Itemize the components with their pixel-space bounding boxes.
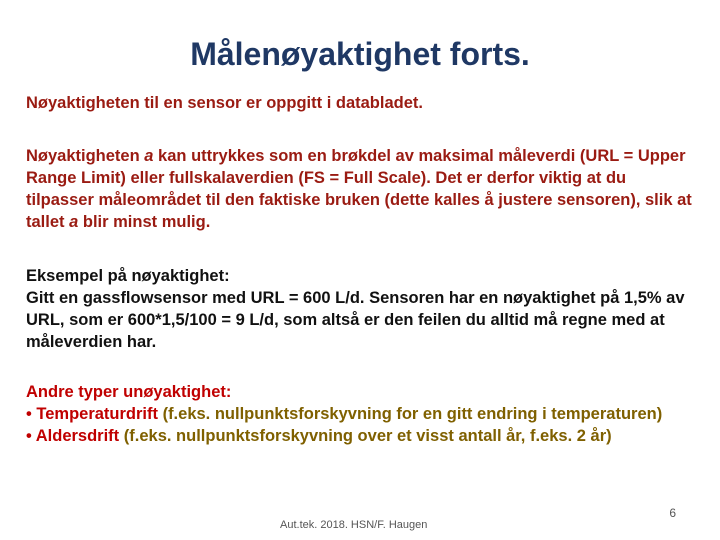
paragraph-accuracy-definition [26, 145, 698, 233]
footer-text: Aut.tek. 2018. HSN/F. Haugen [280, 519, 428, 531]
list-item-term: • Aldersdrift [26, 427, 120, 445]
text-segment: kan uttrykkes som en brøkdel av maksimal måleverdi (URL = Upper Range Limit) eller fullskalaverdien (FS = Full Scale). Det er derfor viktig at du tilpasser måleområdet til den faktiske bruken (dette kalles å justere sensoren), slik at tallet [26, 147, 692, 231]
list-item [26, 403, 698, 425]
paragraph-other-inaccuracy [26, 381, 698, 447]
list-item-description: (f.eks. nullpunktsforskyvning over et visst antall år, f.eks. 2 år) [119, 427, 612, 445]
other-inaccuracy-heading: Andre typer unøyaktighet: [26, 383, 232, 401]
text-segment: blir minst mulig. [78, 213, 211, 231]
page-number: 6 [669, 506, 676, 520]
variable-a: a [144, 147, 154, 165]
slide-title: Målenøyaktighet forts. [190, 36, 530, 72]
text-segment: Nøyaktigheten [26, 147, 145, 165]
example-body: Gitt en gassflowsensor med URL = 600 L/d. Sensoren har en nøyaktighet på 1,5% av URL, som er 600*1,5/100 = 9 L/d, som altså er den feilen du alltid må regne med at måleverdien har. [26, 289, 685, 351]
list-item-description: (f.eks. nullpunktsforskyvning for en gitt endring i temperaturen) [157, 405, 663, 423]
paragraph-datasheet: Nøyaktigheten til en sensor er oppgitt i databladet. [26, 94, 423, 112]
paragraph-example [26, 265, 698, 353]
example-heading: Eksempel på nøyaktighet: [26, 267, 230, 285]
list-item [26, 425, 698, 447]
variable-a: a [69, 213, 79, 231]
list-item-term: • Temperaturdrift [26, 405, 158, 423]
